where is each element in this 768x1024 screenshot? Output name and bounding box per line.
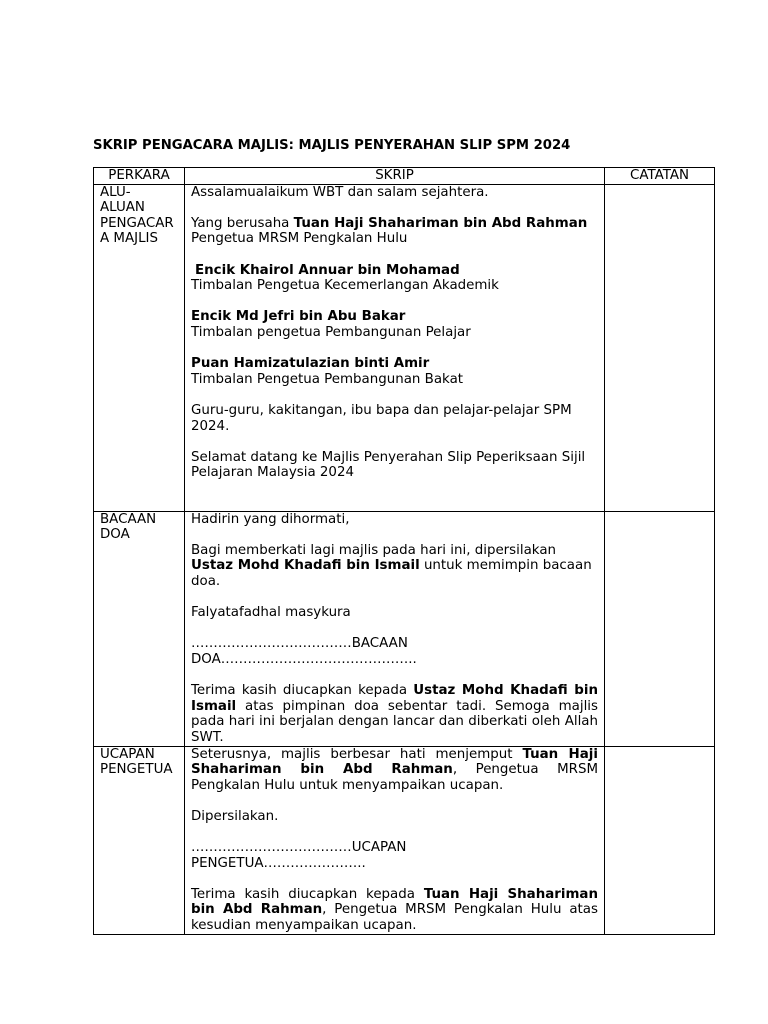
script-table xyxy=(93,167,715,935)
perkara-line: DOA xyxy=(100,527,130,543)
invite-suffix: , Pengetua MRSM Pengkalan Hulu untuk menyampaikan ucapan. xyxy=(191,762,598,793)
perkara-line: A MAJLIS xyxy=(100,231,158,247)
opening-text: Hadirin yang dihormati, xyxy=(191,511,350,527)
perkara-cell xyxy=(94,511,185,746)
header-perkara: PERKARA xyxy=(94,168,185,185)
skrip-cell xyxy=(185,746,605,934)
invite-name: Tuan Haji Shahariman bin Abd Rahman xyxy=(191,746,598,778)
skrip-cell xyxy=(185,511,605,746)
perkara-line: ALUAN xyxy=(100,200,145,216)
thanks-name: Tuan Haji Shahariman bin Abd Rahman xyxy=(191,886,598,918)
thanks-suffix: atas pimpinan doa sebentar tadi. Semoga majlis pada hari ini berjalan dengan lancar dan diberkati oleh Allah SWT. xyxy=(191,698,598,745)
thanks-prefix: Terima kasih diucapkan kepada xyxy=(191,886,424,902)
perkara-line: BACAAN xyxy=(100,511,157,527)
invite-suffix: untuk memimpin bacaan doa. xyxy=(191,558,592,589)
honorific-prefix: Yang berusaha xyxy=(191,215,294,231)
dignitary-role: Pengetua MRSM Pengkalan Hulu xyxy=(191,231,408,247)
thanks-text xyxy=(191,887,598,934)
perkara-line: PENGACAR xyxy=(100,215,174,231)
dignitary-name: Puan Hamizatulazian binti Amir xyxy=(191,356,430,372)
perkara-cell xyxy=(94,184,185,511)
thanks-prefix: Terima kasih diucapkan kepada xyxy=(191,683,414,699)
perkara-line: PENGETUA xyxy=(100,762,173,778)
placeholder-text: ………………………………UCAPAN PENGETUA………………….. xyxy=(191,840,407,871)
catatan-cell xyxy=(605,184,715,511)
welcome-text: Selamat datang ke Majlis Penyerahan Slip Peperiksaan Sijil Pelajaran Malaysia 2024 xyxy=(191,449,586,481)
audience-text: Guru-guru, kakitangan, ibu bapa dan pelajar-pelajar SPM 2024. xyxy=(191,402,572,434)
thanks-suffix: , Pengetua MRSM Pengkalan Hulu atas kesudian menyampaikan ucapan. xyxy=(191,902,598,934)
table-row xyxy=(94,184,715,511)
header-catatan: CATATAN xyxy=(605,168,715,185)
table-header-row xyxy=(94,168,715,185)
invite-text xyxy=(191,747,598,794)
invite-name: Ustaz Mohd Khadafi bin Ismail xyxy=(191,558,420,574)
invite-prefix: Bagi memberkati lagi majlis pada hari ini, dipersilakan xyxy=(191,542,557,558)
perkara-line: ALU- xyxy=(100,184,131,200)
catatan-cell xyxy=(605,511,715,746)
perkara-line: UCAPAN xyxy=(100,746,155,762)
dipersilakan-text: Dipersilakan. xyxy=(191,808,279,824)
invite-prefix: Seterusnya, majlis berbesar hati menjemput xyxy=(191,746,523,762)
dignitary-role: Timbalan pengetua Pembangunan Pelajar xyxy=(191,324,471,340)
thanks-text xyxy=(191,683,598,745)
perkara-cell xyxy=(94,746,185,934)
table-row xyxy=(94,746,715,934)
dignitary-role: Timbalan Pengetua Pembangunan Bakat xyxy=(191,371,464,387)
dignitary-1 xyxy=(191,216,598,232)
placeholder-text: ………………………………BACAAN DOA…………………………………….. xyxy=(191,636,417,667)
dignitary-role: Timbalan Pengetua Kecemerlangan Akademik xyxy=(191,278,499,294)
dignitary-name: Encik Md Jefri bin Abu Bakar xyxy=(191,309,406,325)
dignitary-name: Tuan Haji Shahariman bin Abd Rahman xyxy=(293,215,588,231)
invite-text xyxy=(191,543,598,590)
greeting-text: Assalamualaikum WBT dan salam sejahtera. xyxy=(191,184,489,200)
catatan-cell xyxy=(605,746,715,934)
header-skrip: SKRIP xyxy=(185,168,605,185)
dignitary-name: Encik Khairol Annuar bin Mohamad xyxy=(195,262,460,278)
thanks-name: Ustaz Mohd Khadafi bin Ismail xyxy=(191,683,598,714)
document-title: SKRIP PENGACARA MAJLIS: MAJLIS PENYERAHAN SLIP SPM 2024 xyxy=(93,138,571,153)
falyata-text: Falyatafadhal masykura xyxy=(191,605,351,621)
skrip-cell xyxy=(185,184,605,511)
table-row xyxy=(94,511,715,746)
